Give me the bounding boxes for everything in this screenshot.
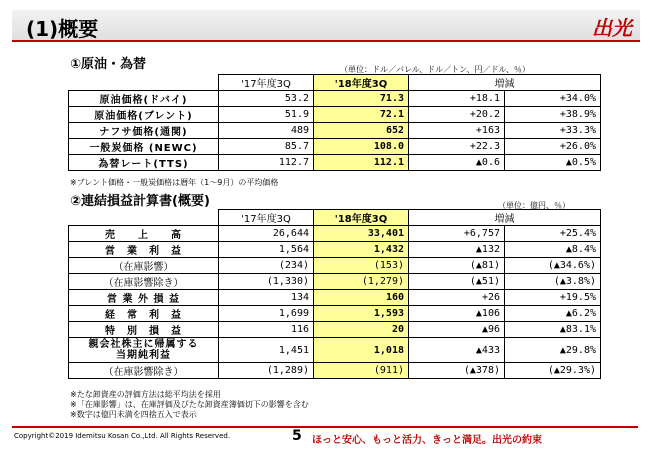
value-17: 85.7 (219, 139, 314, 155)
value-17: (1,289) (219, 363, 314, 379)
value-18: 1,018 (314, 338, 409, 363)
change-pct: ▲8.4% (505, 242, 601, 258)
change-pct: (▲29.3%) (505, 363, 601, 379)
row-label: 営 業 利 益 (69, 242, 219, 258)
value-17: 489 (219, 123, 314, 139)
value-17: 116 (219, 322, 314, 338)
page-title: (1)概要 (26, 17, 99, 41)
change-pct: ▲29.8% (505, 338, 601, 363)
note-line: ※たな卸資産の評価方法は総平均法を採用 (70, 390, 221, 399)
change-abs: (▲378) (409, 363, 505, 379)
change-abs: (▲81) (409, 258, 505, 274)
table-row (69, 226, 601, 242)
value-17: (234) (219, 258, 314, 274)
table-row (69, 107, 601, 123)
row-label: （在庫影響除き） (69, 363, 219, 379)
change-abs: ▲0.6 (409, 155, 505, 171)
value-18: 652 (314, 123, 409, 139)
table-row (69, 290, 601, 306)
note-line: ※数字は億円未満を四捨五入で表示 (70, 410, 197, 419)
company-logo: 出光 (592, 16, 632, 40)
table-row (69, 91, 601, 107)
note-line: ※「在庫影響」は、在庫評価及びたな卸資産簿価切下の影響を含む (70, 400, 309, 409)
row-label: 特 別 損 益 (69, 322, 219, 338)
table-row (69, 139, 601, 155)
change-pct: +26.0% (505, 139, 601, 155)
row-label-line1: 親会社株主に帰属する (88, 339, 199, 350)
row-label: （在庫影響） (69, 258, 219, 274)
change-pct: (▲3.8%) (505, 274, 601, 290)
change-pct: +19.5% (505, 290, 601, 306)
change-abs: +26 (409, 290, 505, 306)
change-pct: ▲0.5% (505, 155, 601, 171)
value-18: (1,279) (314, 274, 409, 290)
slogan: ほっと安心、もっと活力、きっと満足。出光の約束 (312, 435, 542, 446)
section2-notes (70, 390, 309, 420)
change-abs: (▲51) (409, 274, 505, 290)
value-17: 1,564 (219, 242, 314, 258)
change-abs: +6,757 (409, 226, 505, 242)
value-17: 1,451 (219, 338, 314, 363)
change-abs: +20.2 (409, 107, 505, 123)
col-header-17: '17年度3Q (219, 75, 314, 91)
value-18: 72.1 (314, 107, 409, 123)
value-18: 108.0 (314, 139, 409, 155)
change-pct: +34.0% (505, 91, 601, 107)
table-row (69, 123, 601, 139)
value-18: 1,432 (314, 242, 409, 258)
section1-note: ※ブレント価格・一般炭価格は暦年（1～9月）の平均価格 (70, 178, 279, 187)
table-row (69, 306, 601, 322)
change-pct: ▲83.1% (505, 322, 601, 338)
footer-divider (12, 426, 638, 428)
value-17: 1,699 (219, 306, 314, 322)
change-abs: +22.3 (409, 139, 505, 155)
row-label: ナフサ価格(通関) (69, 123, 219, 139)
value-17: (1,330) (219, 274, 314, 290)
value-18: (153) (314, 258, 409, 274)
table-row (69, 258, 601, 274)
col-header-change: 増減 (409, 210, 601, 226)
value-18: 71.3 (314, 91, 409, 107)
section2-unit: （単位：億円、％） (498, 201, 570, 210)
value-18: 33,401 (314, 226, 409, 242)
row-label: 営 業 外 損 益 (69, 290, 219, 306)
change-abs: ▲132 (409, 242, 505, 258)
row-label: 売 上 高 (69, 226, 219, 242)
row-label: （在庫影響除き） (69, 274, 219, 290)
value-18: 112.1 (314, 155, 409, 171)
value-18: 20 (314, 322, 409, 338)
change-pct: +25.4% (505, 226, 601, 242)
col-header-18: '18年度3Q (314, 75, 409, 91)
change-pct: (▲34.6%) (505, 258, 601, 274)
value-18: (911) (314, 363, 409, 379)
row-label: 一般炭価格 (NEWC) (69, 139, 219, 155)
table-row (69, 274, 601, 290)
change-pct: +38.9% (505, 107, 601, 123)
row-label: 原油価格(ブレント) (69, 107, 219, 123)
row-label-line2: 当期純利益 (116, 350, 171, 361)
table-row (69, 242, 601, 258)
header-blank (69, 75, 219, 91)
change-abs: ▲96 (409, 322, 505, 338)
value-18: 1,593 (314, 306, 409, 322)
section2-title: ②連結損益計算書(概要) (70, 194, 210, 209)
table-row (69, 338, 601, 363)
table-row (69, 322, 601, 338)
change-pct: +33.3% (505, 123, 601, 139)
page-number: 5 (292, 428, 302, 444)
copyright: Copyright©2019 Idemitsu Kosan Co.,Ltd. All Rights Reserved. (14, 432, 231, 440)
table-header-row (69, 210, 601, 226)
value-18: 160 (314, 290, 409, 306)
value-17: 53.2 (219, 91, 314, 107)
value-17: 134 (219, 290, 314, 306)
col-header-change: 増減 (409, 75, 601, 91)
change-pct: ▲6.2% (505, 306, 601, 322)
row-label: 原油価格(ドバイ) (69, 91, 219, 107)
income-statement-table (68, 209, 601, 379)
table-row (69, 363, 601, 379)
header-blank (69, 210, 219, 226)
value-17: 26,644 (219, 226, 314, 242)
title-bar (12, 10, 640, 42)
change-abs: +163 (409, 123, 505, 139)
row-label (69, 338, 219, 363)
col-header-18: '18年度3Q (314, 210, 409, 226)
change-abs: +18.1 (409, 91, 505, 107)
crude-fx-table (68, 74, 601, 171)
change-abs: ▲433 (409, 338, 505, 363)
row-label: 為替レート(TTS) (69, 155, 219, 171)
row-label: 経 常 利 益 (69, 306, 219, 322)
change-abs: ▲106 (409, 306, 505, 322)
section1-title: ①原油・為替 (70, 57, 147, 72)
table-row (69, 155, 601, 171)
value-17: 112.7 (219, 155, 314, 171)
table-header-row (69, 75, 601, 91)
section1-unit: （単位：ドル／バレル、ドル／トン、円／ドル、％） (340, 65, 530, 74)
value-17: 51.9 (219, 107, 314, 123)
col-header-17: '17年度3Q (219, 210, 314, 226)
